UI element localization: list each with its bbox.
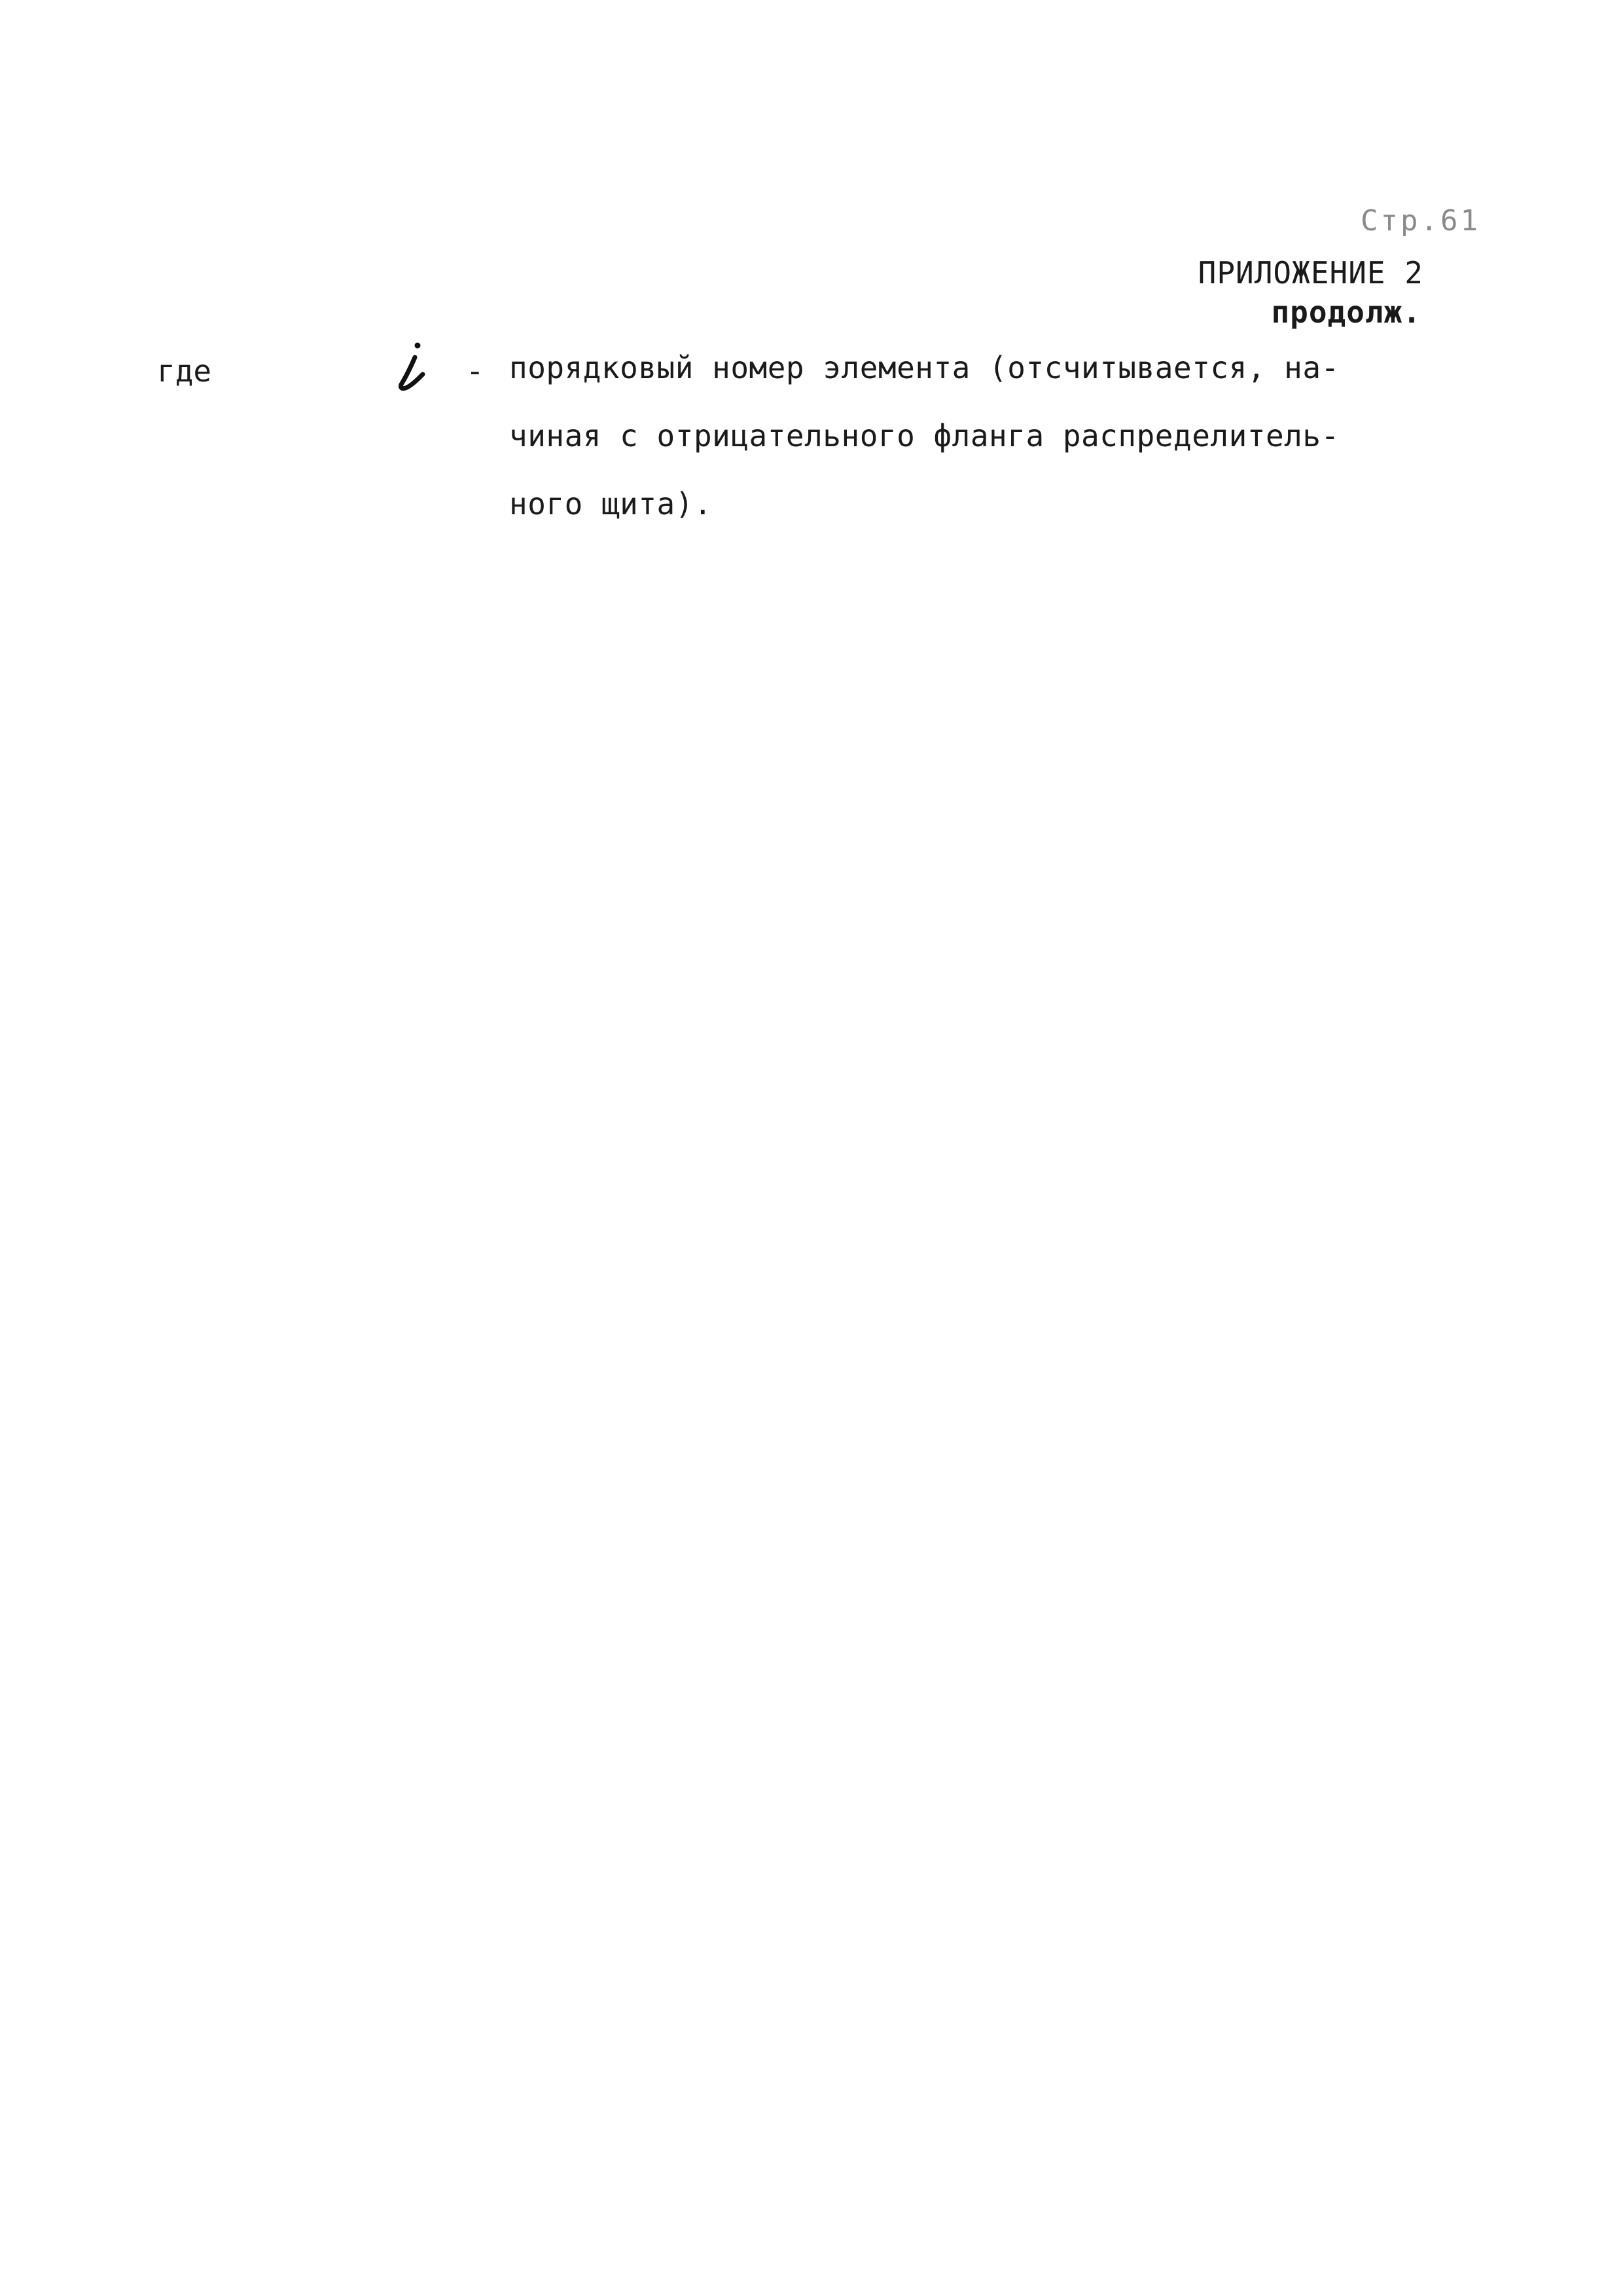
definition-text: [509, 350, 1438, 538]
definition-line: ного щита).: [509, 486, 713, 521]
definition-dash: -: [466, 353, 484, 389]
definition-line: чиная с отрицательного фланга распределитель-: [509, 418, 1340, 453]
definition-line: порядковый номер элемента (отсчитывается, на-: [509, 350, 1340, 385]
page-number: Стр.61: [1361, 204, 1480, 238]
handwritten-i-symbol: [393, 340, 435, 393]
appendix-title: ПРИЛОЖЕНИЕ 2: [1198, 255, 1423, 291]
where-word: где: [157, 353, 212, 389]
continuation-label: продолж.: [1271, 294, 1421, 330]
